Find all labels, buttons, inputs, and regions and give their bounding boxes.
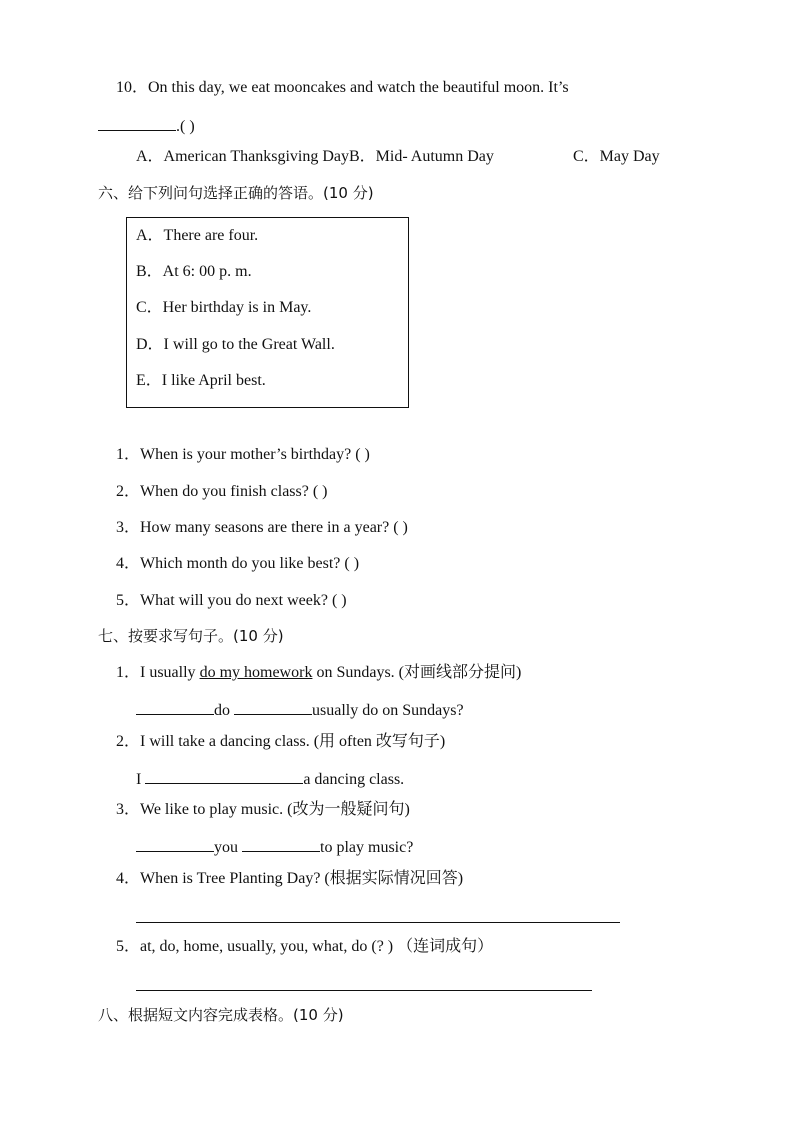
s6-question-5[interactable]: 5．What will you do next week? ( ) xyxy=(116,592,347,609)
s6-question-4[interactable]: 4．Which month do you like best? ( ) xyxy=(116,555,360,572)
s7-q2-answer xyxy=(136,767,404,790)
s7-q1-underlined: do my homework xyxy=(199,664,313,681)
q10-option-c: C．May Day xyxy=(573,148,660,165)
s7-q5-answer-line[interactable] xyxy=(136,990,592,991)
s7-q1-blank-2[interactable] xyxy=(234,698,312,715)
s7-q3: 3．We like to play music. (改为一般疑问句) xyxy=(116,801,410,818)
s7-q3-ans-mid: you xyxy=(214,839,242,856)
s7-q3-blank-1[interactable] xyxy=(136,835,214,852)
s7-q2-blank[interactable] xyxy=(145,767,303,784)
s7-q4-answer-line[interactable] xyxy=(136,922,620,923)
s7-q3-ans-end: to play music? xyxy=(320,839,414,856)
s7-q2-ans-start: I xyxy=(136,771,146,788)
section7-title: 七、按要求写句子。(10 分) xyxy=(98,627,284,645)
section6-title: 六、给下列问句选择正确的答语。(10 分) xyxy=(98,184,374,202)
q10-answer-line xyxy=(98,114,195,137)
section8-title: 八、根据短文内容完成表格。(10 分) xyxy=(98,1006,344,1024)
s7-q1 xyxy=(116,663,521,683)
q10-text: 10．On this day, we eat mooncakes and watch the beautiful moon. It’s xyxy=(116,79,569,96)
answer-option-e: E．I like April best. xyxy=(136,372,266,389)
s6-question-2[interactable]: 2．When do you finish class? ( ) xyxy=(116,483,328,500)
s7-q2: 2．I will take a dancing class. (用 often 改写句子) xyxy=(116,733,446,750)
s7-q1-pre: 1．I usually xyxy=(116,664,200,681)
q10-option-ab: A．American Thanksgiving DayB．Mid- Autumn Day xyxy=(136,148,494,165)
s7-q1-blank-1[interactable] xyxy=(136,698,214,715)
s6-question-3[interactable]: 3．How many seasons are there in a year? ( ) xyxy=(116,519,408,536)
answer-option-b: B．At 6: 00 p. m. xyxy=(136,263,252,280)
s7-q4: 4．When is Tree Planting Day? (根据实际情况回答) xyxy=(116,870,464,887)
answer-option-c: C．Her birthday is in May. xyxy=(136,299,312,316)
answer-option-d: D．I will go to the Great Wall. xyxy=(136,336,335,353)
q10-blank[interactable] xyxy=(98,114,176,131)
s7-q1-post: on Sundays. (对画线部分提问) xyxy=(312,664,522,681)
s7-q5: 5．at, do, home, usually, you, what, do (? ) （连词成句） xyxy=(116,938,494,955)
s6-question-1[interactable]: 1．When is your mother’s birthday? ( ) xyxy=(116,446,370,463)
s7-q3-answer xyxy=(136,835,413,858)
s7-q1-ans-end: usually do on Sundays? xyxy=(312,702,464,719)
s7-q1-ans-mid: do xyxy=(214,702,234,719)
s7-q3-blank-2[interactable] xyxy=(242,835,320,852)
q10-paren: .( ) xyxy=(176,118,195,135)
s7-q1-answer xyxy=(136,698,464,721)
s7-q2-ans-end: a dancing class. xyxy=(303,771,405,788)
answer-option-a: A．There are four. xyxy=(136,227,259,244)
